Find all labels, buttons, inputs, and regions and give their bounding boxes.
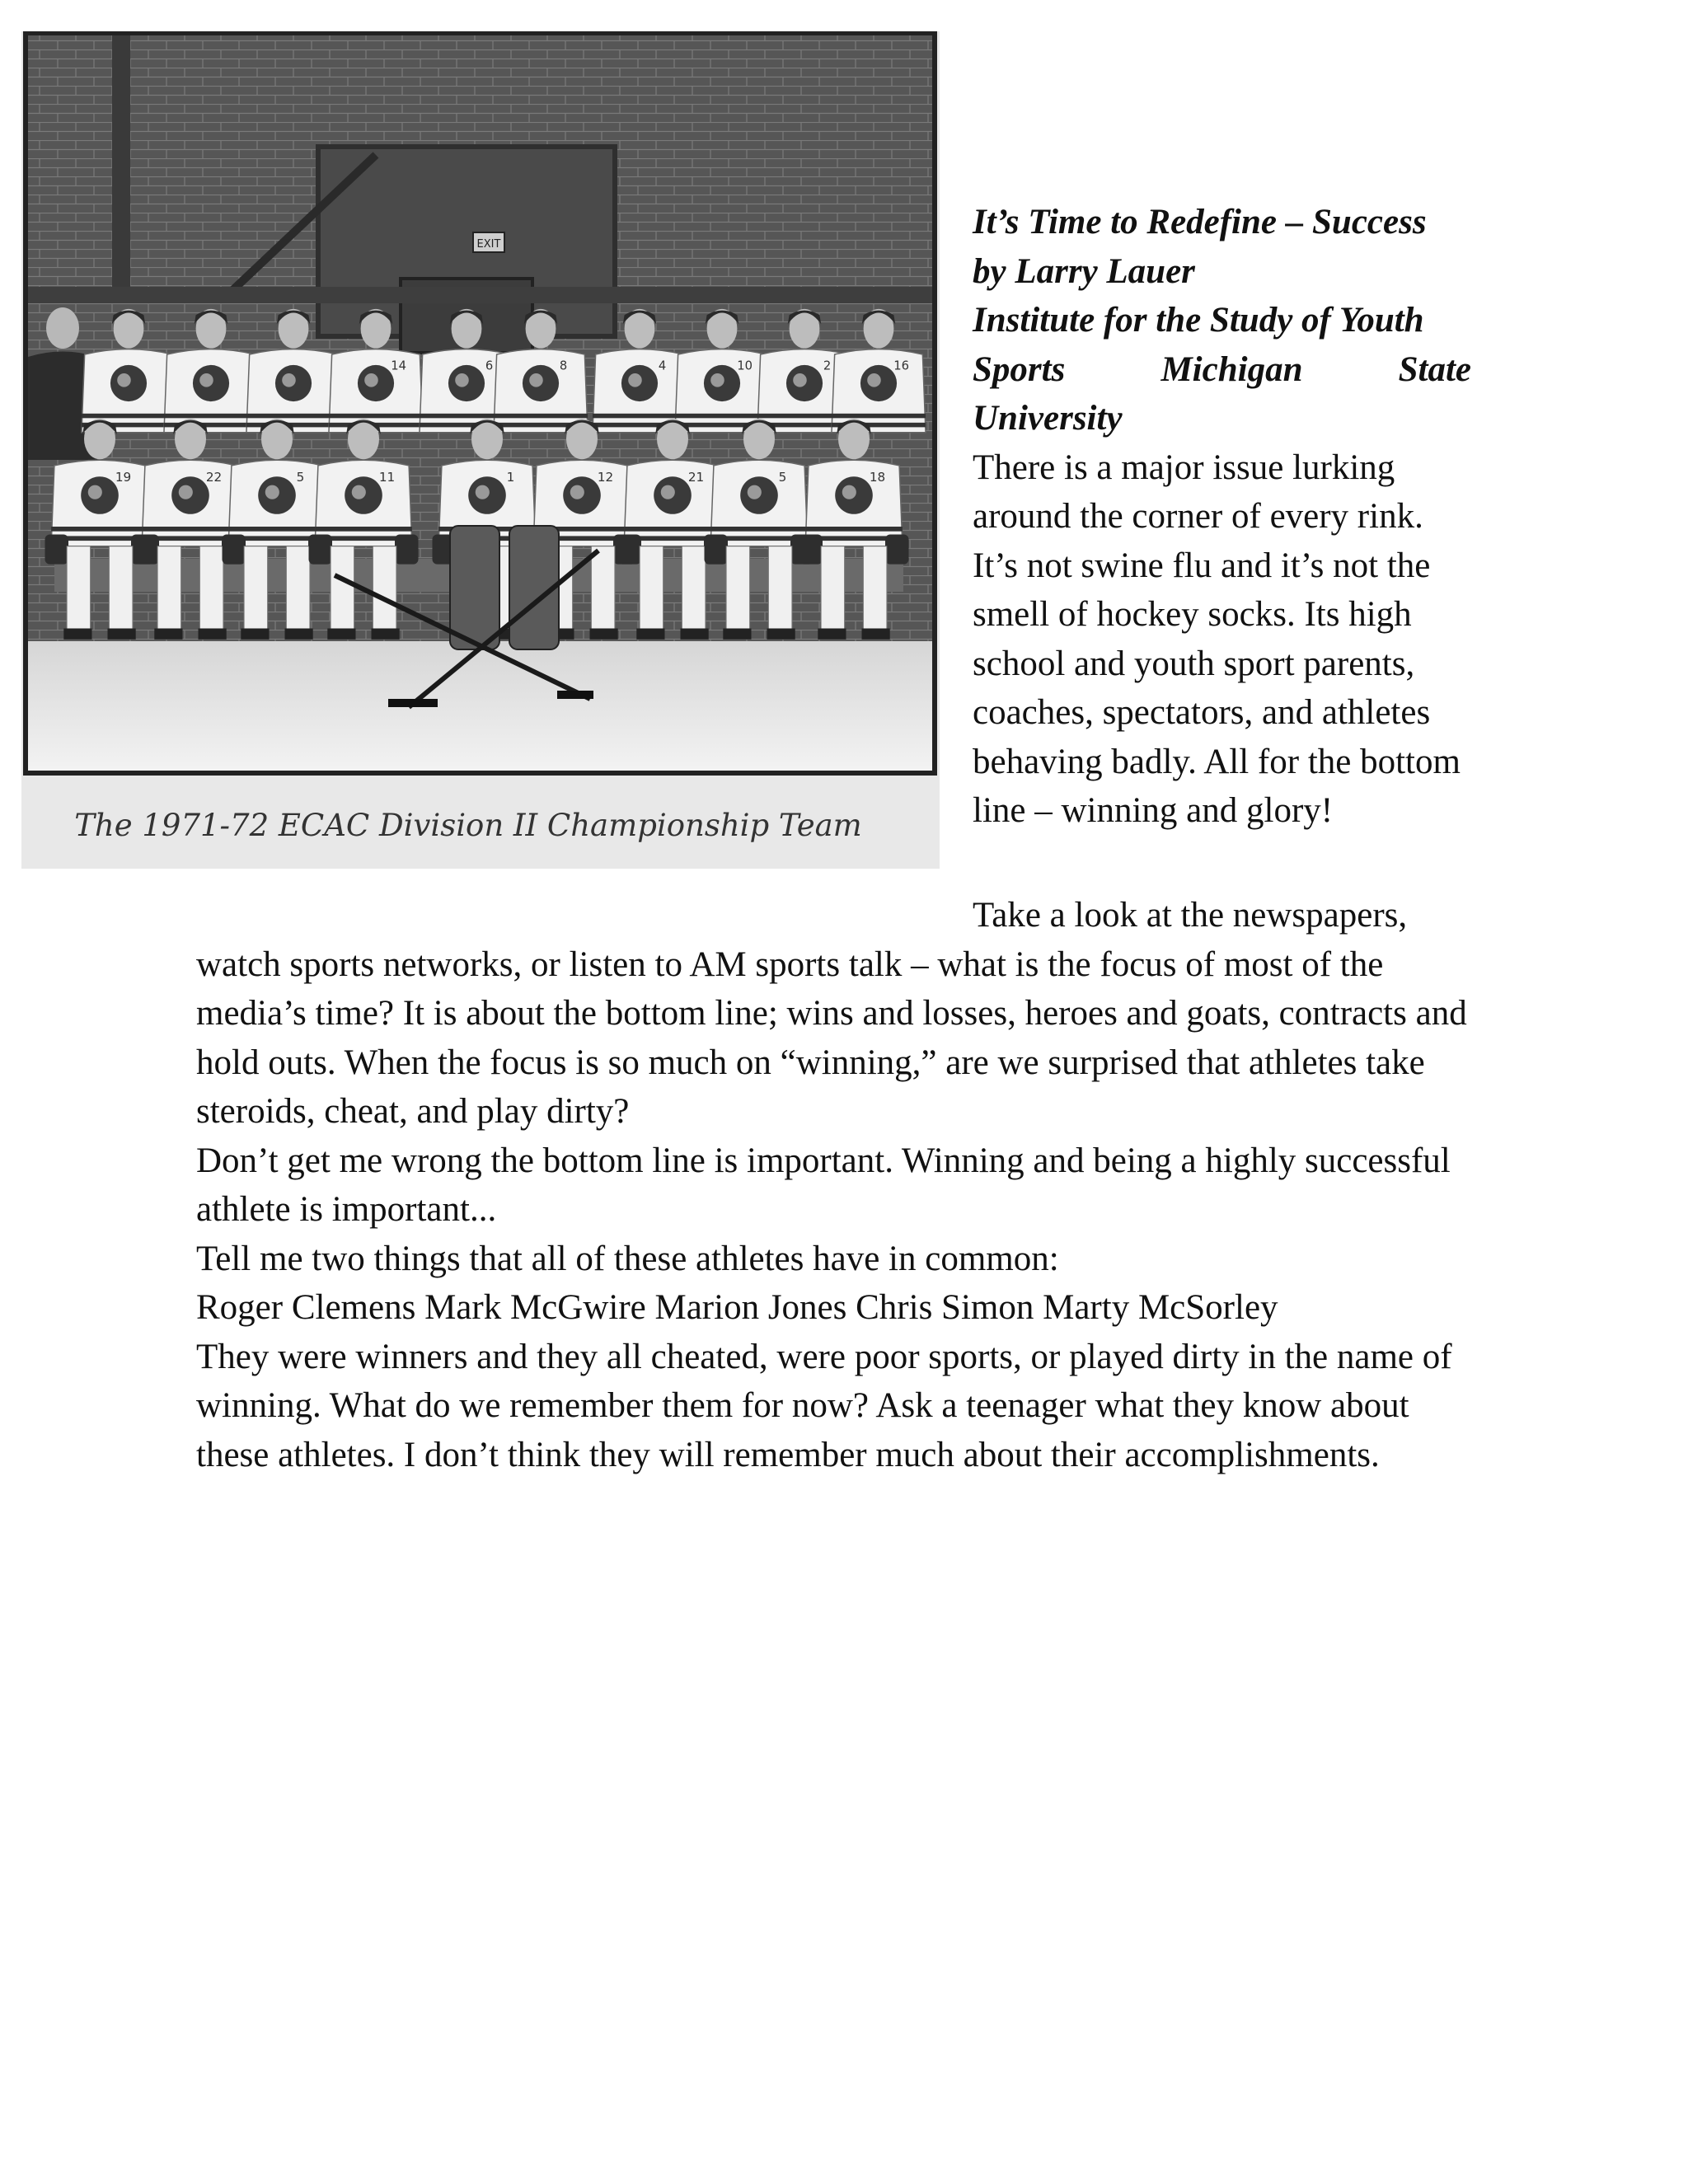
jersey-number: 11 bbox=[378, 469, 396, 485]
article-body bbox=[196, 891, 1482, 1479]
photo-caption: The 1971-72 ECAC Division II Championship Team bbox=[74, 808, 862, 843]
jersey-number: 5 bbox=[296, 469, 305, 485]
article-title: It’s Time to Redefine – Success bbox=[973, 203, 1427, 241]
jersey-number: 18 bbox=[869, 469, 886, 485]
article-affiliation-line-3: University bbox=[973, 399, 1123, 438]
stick-blade bbox=[557, 691, 593, 699]
article-paragraph-3: Don’t get me wrong the bottom line is important. Winning and being a highly successful athlete is important... bbox=[196, 1141, 1451, 1229]
jersey-number: 2 bbox=[823, 359, 832, 373]
article-paragraph-4: Tell me two things that all of these athletes have in common: bbox=[196, 1239, 1059, 1278]
article-affiliation-line-1: Institute for the Study of Youth bbox=[973, 301, 1424, 340]
team-photo-image bbox=[21, 31, 940, 869]
jersey-number: 1 bbox=[506, 469, 515, 485]
article-paragraph-5: Roger Clemens Mark McGwire Marion Jones Chris Simon Marty McSorley bbox=[196, 1288, 1278, 1327]
jersey-number: 8 bbox=[559, 359, 568, 373]
jersey-number: 21 bbox=[687, 469, 705, 485]
jersey-number: 6 bbox=[485, 359, 494, 373]
team-photo bbox=[21, 31, 940, 869]
article-paragraph-1: There is a major issue lurking around the corner of every rink. It’s not swine flu and it’s not the smell of hockey socks. Its high school and youth sport parents, coaches, spectators, and athletes behaving badly. All for the bottom line – winning and glory! bbox=[973, 448, 1461, 830]
jersey-number: 12 bbox=[597, 469, 614, 485]
jersey-number: 22 bbox=[205, 469, 223, 485]
stick-blade bbox=[388, 699, 438, 707]
goalie-pad bbox=[450, 526, 499, 649]
article-paragraph-2: Take a look at the newspapers, watch sports networks, or listen to AM sports talk – what is the focus of most of the media’s time? It is about the bottom line; wins and losses, heroes and goats, contracts and hold outs. When the focus is so much on “winning,” are we surprised that athletes take steroids, cheat, and play dirty? bbox=[196, 896, 1467, 1131]
jersey-number: 4 bbox=[658, 359, 667, 373]
jersey-number: 10 bbox=[737, 359, 753, 373]
article-side-column bbox=[973, 198, 1471, 836]
jersey-number: 5 bbox=[778, 469, 787, 485]
article-paragraph-6: They were winners and they all cheated, were poor sports, or played dirty in the name of winning. What do we remember them for now? Ask a teenager what they know about these athletes. I don’t think they will remember much about their accomplishments. bbox=[196, 1337, 1452, 1474]
article-author: by Larry Lauer bbox=[973, 251, 1195, 291]
jersey-number: 16 bbox=[893, 359, 909, 373]
jersey-number: 14 bbox=[391, 359, 406, 373]
jersey-number: 19 bbox=[115, 469, 132, 485]
exit-sign-text: EXIT bbox=[476, 238, 501, 251]
article-affiliation-line-2: Sports Michigan State bbox=[973, 349, 1471, 389]
